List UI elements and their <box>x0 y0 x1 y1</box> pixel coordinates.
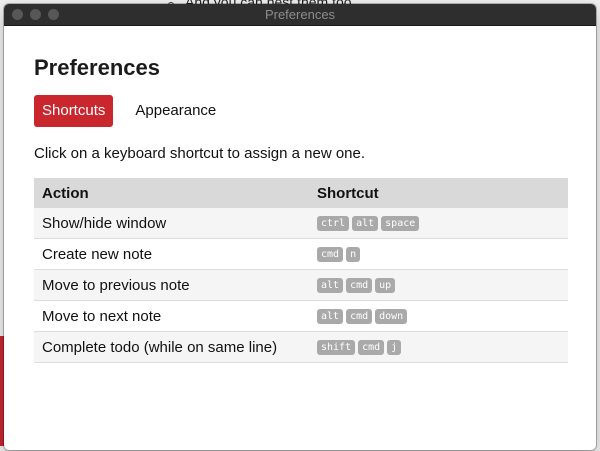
shortcut-key[interactable]: n <box>346 247 360 262</box>
shortcut-key[interactable]: alt <box>317 309 343 324</box>
tab-appearance[interactable]: Appearance <box>135 102 217 119</box>
header-shortcut: Shortcut <box>309 178 568 208</box>
table-header-row <box>34 178 568 208</box>
shortcut-key[interactable]: shift <box>317 340 355 355</box>
shortcut-cell[interactable] <box>309 239 568 270</box>
action-cell: Move to next note <box>34 301 309 332</box>
shortcut-key[interactable]: alt <box>317 278 343 293</box>
shortcut-key[interactable]: up <box>375 278 395 293</box>
instructions-text: Click on a keyboard shortcut to assign a new one. <box>34 145 366 162</box>
shortcuts-table <box>34 178 568 363</box>
action-cell: Create new note <box>34 239 309 270</box>
shortcut-key[interactable]: space <box>381 216 419 231</box>
table-row <box>34 270 568 301</box>
page-title: Preferences <box>34 55 160 80</box>
shortcut-key[interactable]: alt <box>352 216 378 231</box>
header-action: Action <box>34 178 309 208</box>
shortcut-key[interactable]: j <box>387 340 401 355</box>
shortcut-key[interactable]: down <box>375 309 407 324</box>
shortcut-key[interactable]: cmd <box>358 340 384 355</box>
preferences-window <box>4 4 596 450</box>
table-row <box>34 208 568 239</box>
table-row <box>34 332 568 363</box>
action-cell: Move to previous note <box>34 270 309 301</box>
shortcut-cell[interactable] <box>309 208 568 239</box>
shortcut-cell[interactable] <box>309 301 568 332</box>
action-cell: Show/hide window <box>34 208 309 239</box>
shortcut-cell[interactable] <box>309 270 568 301</box>
shortcut-key[interactable]: ctrl <box>317 216 349 231</box>
window-title: Preferences <box>264 7 336 22</box>
shortcut-key[interactable]: cmd <box>346 278 372 293</box>
shortcut-key[interactable]: cmd <box>317 247 343 262</box>
table-row <box>34 239 568 270</box>
tab-bar <box>34 95 238 127</box>
preferences-content <box>34 25 568 450</box>
shortcut-cell[interactable] <box>309 332 568 363</box>
title-bar[interactable] <box>4 4 596 26</box>
shortcut-key[interactable]: cmd <box>346 309 372 324</box>
action-cell: Complete todo (while on same line) <box>34 332 309 363</box>
table-row <box>34 301 568 332</box>
shortcut-rows <box>34 208 568 363</box>
tab-shortcuts[interactable]: Shortcuts <box>34 95 113 127</box>
